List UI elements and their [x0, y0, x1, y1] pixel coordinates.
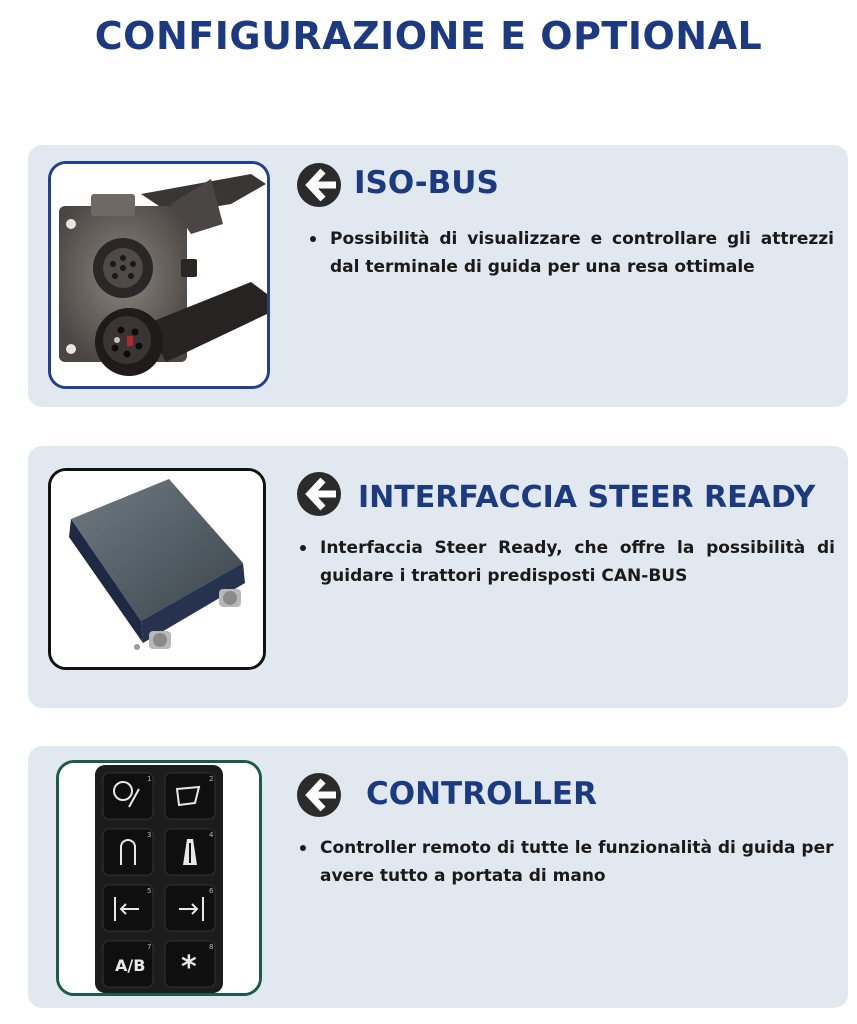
keypad-key-number: 3 — [147, 831, 152, 839]
keypad-key-number: 6 — [209, 887, 214, 895]
section-bullet-isobus: Possibilità di visualizzare e controllare gli attrezzi dal terminale di guida per una resa ottimale — [330, 225, 834, 281]
ab-label: A/B — [115, 956, 146, 975]
asterisk-icon: * — [181, 950, 197, 985]
section-card-controller — [28, 746, 848, 1008]
steer-ready-interface-image — [48, 468, 266, 670]
section-title-steer-ready: INTERFACCIA STEER READY — [358, 480, 816, 515]
keypad-key-number: 1 — [147, 775, 152, 783]
section-title-controller: CONTROLLER — [366, 776, 597, 812]
keypad-key-number: 8 — [209, 943, 214, 951]
isobus-socket-image — [48, 161, 270, 389]
keypad-key-number: 2 — [209, 775, 214, 783]
keypad-key-3 — [103, 829, 153, 875]
keypad-key-number: 5 — [147, 887, 152, 895]
section-card-isobus — [28, 145, 848, 407]
keypad-key-number: 4 — [209, 831, 214, 839]
arrow-left-circle-icon — [296, 471, 342, 517]
controller-keypad-image — [56, 760, 262, 996]
keypad-key-2 — [165, 773, 215, 819]
section-card-steer-ready — [28, 446, 848, 708]
page-title: CONFIGURAZIONE E OPTIONAL — [94, 14, 763, 58]
section-bullet-controller: Controller remoto di tutte le funzionalità di guida per avere tutto a portata di mano — [320, 834, 835, 890]
section-bullet-steer-ready: Interfaccia Steer Ready, che offre la possibilità di guidare i trattori predisposti CAN-BUS — [320, 534, 835, 590]
arrow-left-circle-icon — [296, 772, 342, 818]
keypad-key-1 — [103, 773, 153, 819]
arrow-left-circle-icon — [296, 162, 342, 208]
section-title-isobus: ISO-BUS — [354, 165, 499, 201]
keypad-key-number: 7 — [147, 943, 152, 951]
